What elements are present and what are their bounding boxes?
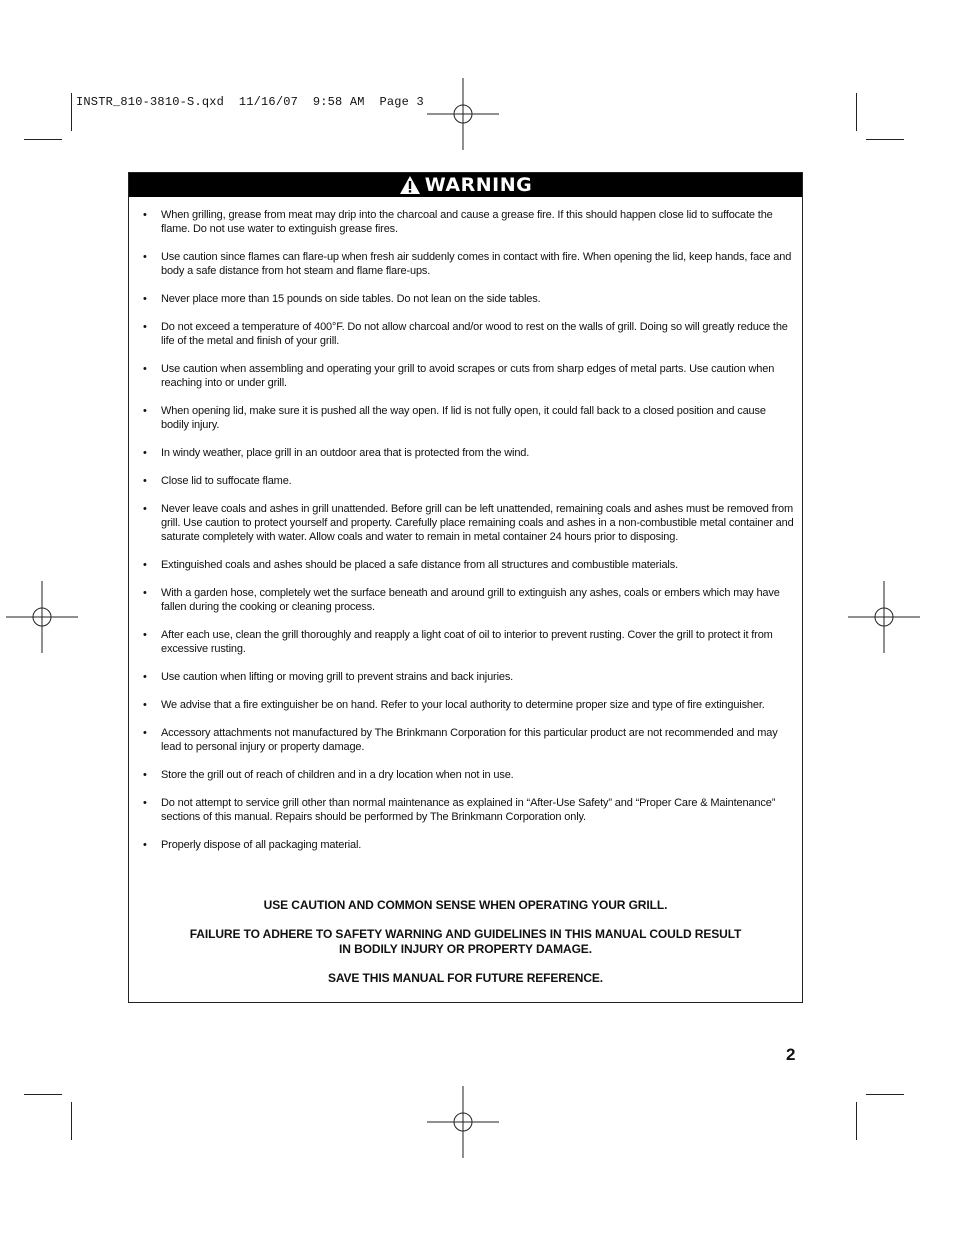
crop-mark	[856, 1102, 857, 1140]
warning-header	[129, 173, 802, 197]
list-item: • We advise that a fire extinguisher be on hand. Refer to your local authority to determine proper size and type of fire extinguisher.	[143, 699, 765, 711]
crop-mark	[856, 93, 857, 131]
crop-mark	[24, 139, 62, 140]
warning-list	[129, 208, 802, 866]
page-number: 2	[786, 1045, 796, 1064]
list-item: • When opening lid, make sure it is pushed all the way open. If lid is not fully open, it could fall back to a closed position and cause bodily injury.	[143, 405, 766, 431]
closing-failure-line-1: FAILURE TO ADHERE TO SAFETY WARNING AND GUIDELINES IN THIS MANUAL COULD RESULT	[189, 927, 742, 941]
closing-save-manual: SAVE THIS MANUAL FOR FUTURE REFERENCE.	[327, 971, 604, 985]
list-item: • Extinguished coals and ashes should be placed a safe distance from all structures and combustible materials.	[143, 559, 678, 571]
crop-mark	[71, 1102, 72, 1140]
list-item: • With a garden hose, completely wet the surface beneath and around grill to extinguish any ashes, coals or embers which may have fallen during the cooking or cleaning process.	[143, 587, 780, 613]
closing-caution: USE CAUTION AND COMMON SENSE WHEN OPERATING YOUR GRILL.	[263, 898, 668, 912]
list-item: • Do not exceed a temperature of 400°F. Do not allow charcoal and/or wood to rest on the walls of grill. Doing so will greatly reduce the life of the metal and finish of your grill.	[143, 321, 788, 347]
warning-triangle-icon	[399, 175, 421, 195]
list-item: • Use caution when assembling and operating your grill to avoid scrapes or cuts from sharp edges of metal parts. Use caution when reaching into or under grill.	[143, 363, 775, 389]
list-item: • Never place more than 15 pounds on side tables. Do not lean on the side tables.	[143, 293, 541, 305]
registration-mark-icon	[425, 76, 501, 152]
registration-mark-icon	[4, 579, 80, 655]
warning-title: WARNING	[424, 174, 533, 196]
crop-mark	[24, 1094, 62, 1095]
crop-mark	[866, 139, 904, 140]
registration-mark-icon	[846, 579, 922, 655]
list-item: • Close lid to suffocate flame.	[143, 475, 292, 487]
list-item: • Store the grill out of reach of children and in a dry location when not in use.	[143, 769, 514, 781]
crop-mark	[866, 1094, 904, 1095]
list-item: • After each use, clean the grill thoroughly and reapply a light coat of oil to interior to prevent rusting. Cover the grill to protect it from excessive rusting.	[143, 629, 773, 655]
list-item: • Use caution when lifting or moving grill to prevent strains and back injuries.	[143, 671, 514, 683]
closing-failure-line-2: IN BODILY INJURY OR PROPERTY DAMAGE.	[339, 942, 592, 956]
list-item: • Do not attempt to service grill other than normal maintenance as explained in “After-Use Safety” and “Proper Care & Maintenance” sections of this manual. Repairs should be performed by The Brinkmann Corporation only.	[143, 797, 776, 823]
list-item: • Properly dispose of all packaging material.	[143, 839, 362, 851]
slug-line: INSTR_810-3810-S.qxd 11/16/07 9:58 AM Page 3	[76, 95, 424, 109]
crop-mark	[71, 93, 72, 131]
list-item: • When grilling, grease from meat may drip into the charcoal and cause a grease fire. If this should happen close lid to suffocate the flame. Do not use water to extinguish grease fires.	[143, 209, 773, 235]
warning-box	[128, 172, 803, 1003]
registration-mark-icon	[425, 1084, 501, 1160]
list-item: • Never leave coals and ashes in grill unattended. Before grill can be left unattended, remaining coals and ashes must be removed from grill. Use caution to protect yourself and property. Carefully place remaining coals and ashes in a non-combustible metal container and saturate completely with water. Allow coals and water to remain in metal container 24 hours prior to disposing.	[143, 503, 794, 543]
list-item: • Accessory attachments not manufactured by The Brinkmann Corporation for this particular product are not recommended and may lead to personal injury or property damage.	[143, 727, 778, 753]
list-item: • In windy weather, place grill in an outdoor area that is protected from the wind.	[143, 447, 530, 459]
list-item: • Use caution since flames can flare-up when fresh air suddenly comes in contact with fire. When opening the lid, keep hands, face and body a safe distance from hot steam and flame flare-ups.	[143, 251, 792, 277]
